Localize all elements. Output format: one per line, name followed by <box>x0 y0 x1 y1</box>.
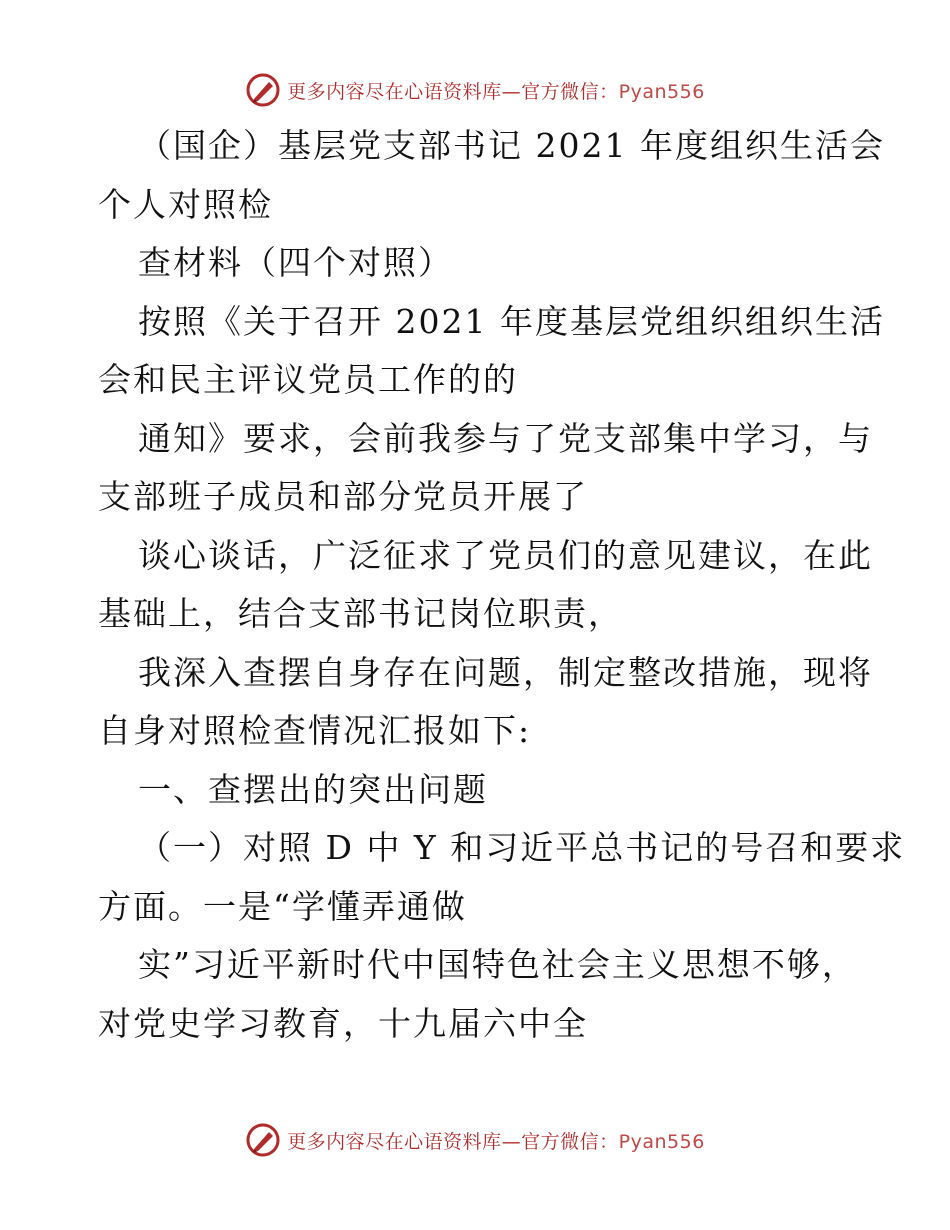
wechat-id: Pyan556 <box>618 1130 705 1153</box>
pen-circle-logo-icon <box>245 72 281 108</box>
banner-text: 更多内容尽在心语资料库—官方微信：Pyan556 <box>287 1130 705 1153</box>
doc-line: 谈心谈话，广泛征求了党员们的意见建议，在此 <box>138 535 873 575</box>
doc-line: 自身对照检查情况汇报如下: <box>98 711 532 750</box>
header-banner <box>0 70 950 110</box>
doc-line: 基础上，结合支部书记岗位职责， <box>98 594 623 633</box>
doc-line: 实”习近平新时代中国特色社会主义思想不够， <box>138 945 857 984</box>
doc-line: 方面。一是“学懂弄通做 <box>98 886 467 926</box>
doc-line: 对党史学习教育，十九届六中全 <box>98 1003 588 1043</box>
document-body <box>98 117 906 1053</box>
section-heading: 一、查摆出的突出问题 <box>138 769 488 809</box>
pen-circle-logo-icon <box>245 1122 281 1158</box>
doc-line: （一）对照 D 中 Y 和习近平总书记的号召和要求 <box>138 828 906 867</box>
doc-line: 按照《关于召开 2021 年度基层党组织组织生活 <box>138 301 885 341</box>
doc-line: 会和民主评议党员工作的的 <box>98 360 518 399</box>
doc-line: 查材料（四个对照） <box>138 243 453 282</box>
doc-line: 我深入查摆自身存在问题，制定整改措施，现将 <box>138 652 873 692</box>
footer-banner <box>0 1120 950 1160</box>
banner-text: 更多内容尽在心语资料库—官方微信：Pyan556 <box>287 80 705 103</box>
doc-line: （国企）基层党支部书记 2021 年度组织生活会 <box>138 126 885 165</box>
doc-line: 个人对照检 <box>98 184 273 224</box>
doc-line: 通知》要求，会前我参与了党支部集中学习，与 <box>138 418 873 458</box>
doc-line: 支部班子成员和部分党员开展了 <box>98 477 588 516</box>
wechat-id: Pyan556 <box>618 80 705 103</box>
